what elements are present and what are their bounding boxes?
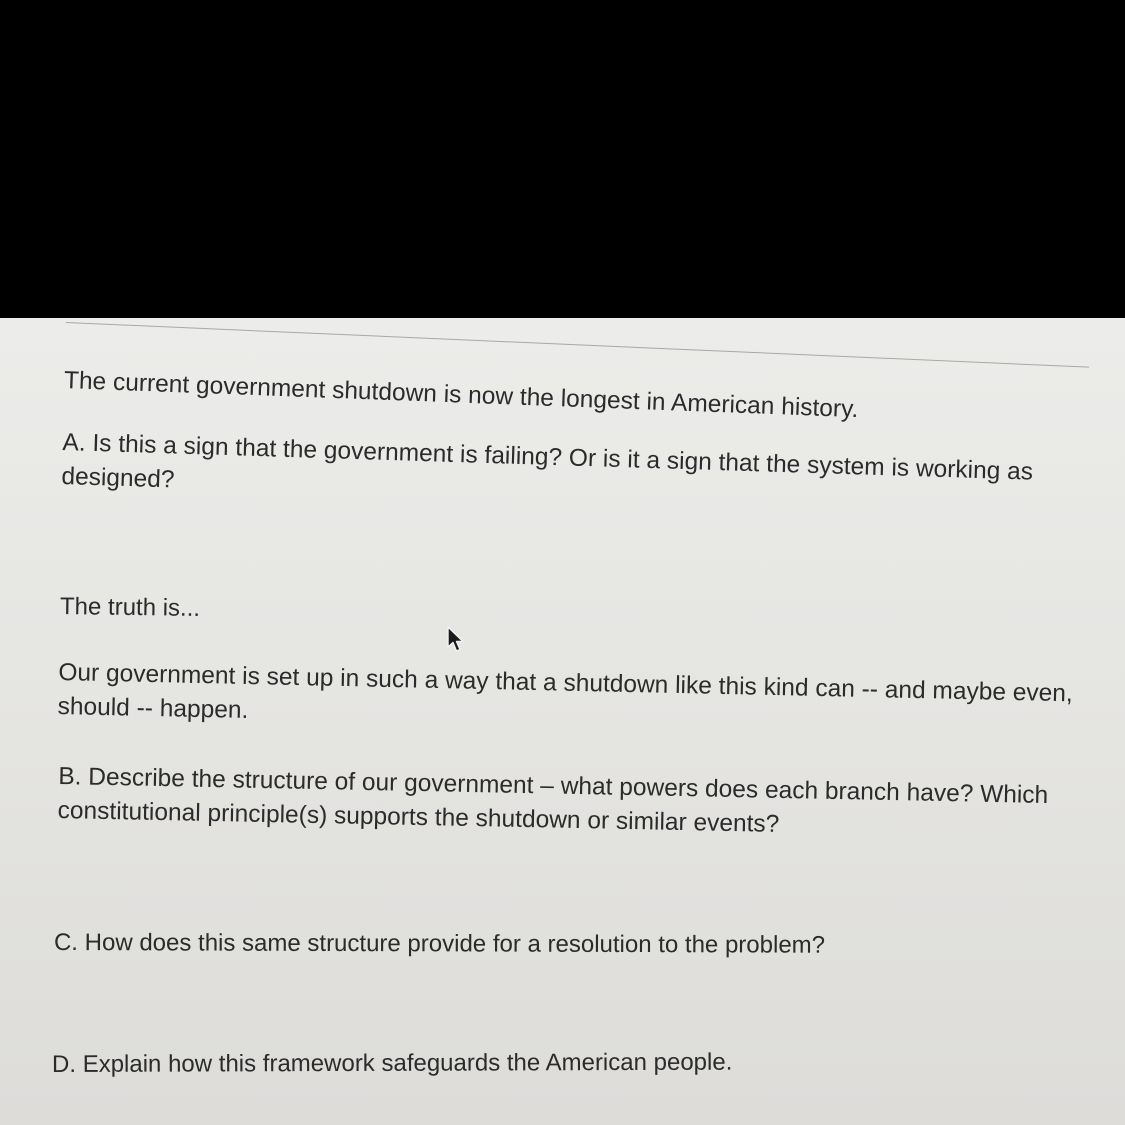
question-b: B. Describe the structure of our government – what powers does each branch have? Which constitutional principle(s) supports the shutdown or similar events? <box>57 763 1049 838</box>
question-d: D. Explain how this framework safeguards the American people. <box>51 1048 733 1078</box>
screen-area <box>0 318 1125 1125</box>
question-content <box>0 318 1125 1125</box>
intro-text: The current government shutdown is now the longest in American history. <box>63 367 859 424</box>
truth-body: Our government is set up in such a way that a shutdown like this kind can -- and maybe even, should -- happen. <box>57 659 1073 724</box>
question-c: C. How does this same structure provide for a resolution to the problem? <box>53 929 826 959</box>
question-a: A. Is this a sign that the government is failing? Or is it a sign that the system is working as designed? <box>61 429 1034 494</box>
mouse-pointer-icon <box>446 626 470 654</box>
truth-heading: The truth is... <box>59 593 201 622</box>
